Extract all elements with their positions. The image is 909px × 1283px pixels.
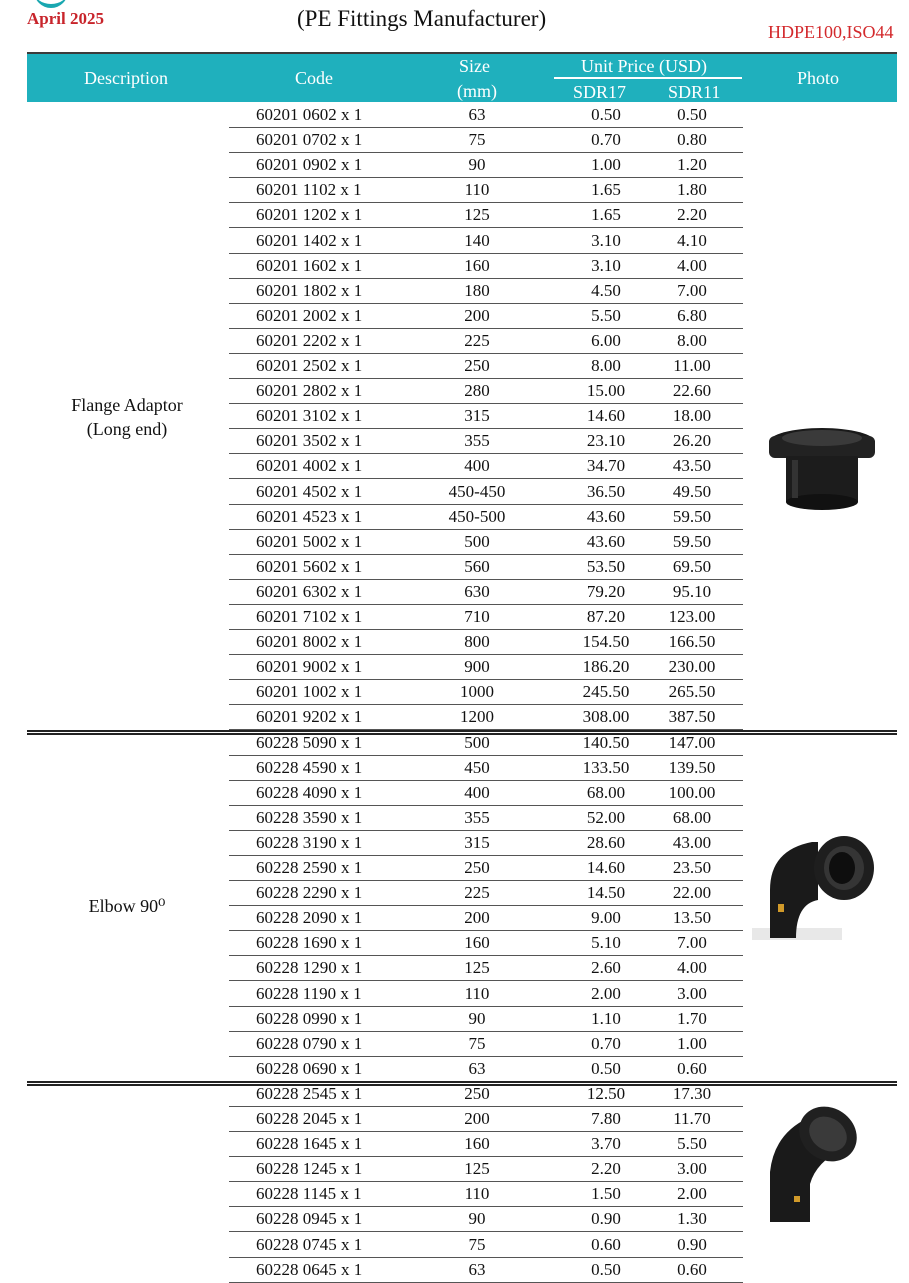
header-sdr11: SDR11	[668, 82, 721, 102]
code-cell: 60228 2590 x 1	[256, 858, 363, 877]
header-price-divider	[554, 77, 742, 79]
sdr17-price-cell: 79.20	[586, 581, 626, 601]
sdr11-price-cell: 11.70	[673, 1109, 711, 1128]
table-row	[229, 480, 743, 505]
table-row	[229, 831, 743, 856]
header-description: Description	[84, 68, 168, 88]
size-cell: 250	[464, 1083, 490, 1103]
sdr11-price-cell: 4.00	[677, 255, 707, 275]
size-cell: 63	[468, 105, 486, 124]
sdr11-price-cell: 1.00	[677, 1033, 707, 1053]
sdr17-price-cell: 0.70	[591, 130, 621, 150]
size-cell: 630	[464, 581, 490, 601]
code-cell: 60201 9202 x 1	[256, 707, 363, 727]
sdr11-price-cell: 147.00	[668, 732, 716, 752]
size-cell: 225	[464, 883, 490, 903]
table-row	[229, 254, 743, 279]
code-cell: 60228 1145 x 1	[256, 1184, 362, 1204]
sdr11-price-cell: 8.00	[677, 330, 707, 350]
sdr11-price-cell: 49.50	[672, 481, 712, 501]
code-cell: 60201 0602 x 1	[256, 105, 363, 124]
size-cell: 200	[464, 1109, 490, 1128]
size-cell: 800	[464, 632, 490, 652]
table-row	[229, 404, 743, 429]
table-row	[229, 781, 743, 806]
sdr17-price-cell: 28.60	[586, 832, 626, 852]
sdr17-price-cell: 9.00	[591, 908, 621, 928]
sdr17-price-cell: 3.10	[591, 255, 621, 275]
sdr11-price-cell: 0.90	[677, 1234, 707, 1254]
sdr11-price-cell: 0.80	[677, 130, 707, 150]
table-row	[229, 1233, 743, 1258]
sdr17-price-cell: 52.00	[586, 807, 626, 827]
sdr17-price-cell: 140.50	[582, 732, 630, 752]
sdr11-price-cell: 43.00	[672, 832, 712, 852]
sdr11-price-cell: 2.00	[677, 1184, 707, 1204]
size-cell: 250	[464, 356, 490, 375]
code-cell: 60228 4590 x 1	[256, 757, 363, 777]
code-cell: 60201 9002 x 1	[256, 657, 363, 677]
sdr17-price-cell: 68.00	[586, 782, 626, 802]
sdr11-price-cell: 7.00	[677, 280, 707, 300]
table-row	[229, 203, 743, 228]
page-subtitle: (PE Fittings Manufacturer)	[297, 6, 547, 31]
table-row	[229, 304, 743, 329]
row-divider	[229, 1282, 743, 1283]
code-cell: 60228 1245 x 1	[256, 1159, 363, 1179]
size-cell: 400	[464, 456, 490, 476]
sdr11-price-cell: 17.30	[672, 1083, 712, 1103]
size-cell: 90	[468, 155, 486, 175]
sdr11-price-cell: 265.50	[668, 682, 716, 702]
sdr17-price-cell: 186.20	[582, 657, 630, 677]
size-cell: 125	[464, 205, 490, 225]
table-row	[229, 1182, 743, 1207]
sdr11-price-cell: 69.50	[672, 556, 712, 576]
table-row	[229, 1207, 743, 1232]
code-cell: 60228 3590 x 1	[256, 807, 363, 827]
code-cell: 60228 2290 x 1	[256, 883, 363, 903]
table-row	[229, 680, 743, 705]
sdr17-price-cell: 1.10	[591, 1008, 621, 1028]
sdr17-price-cell: 0.70	[591, 1033, 621, 1053]
code-cell: 60201 1402 x 1	[256, 230, 363, 250]
size-cell: 1000	[460, 682, 494, 702]
sdr11-price-cell: 7.00	[677, 933, 707, 953]
code-cell: 60201 1102 x 1	[256, 180, 362, 200]
size-cell: 355	[464, 431, 490, 451]
sdr17-price-cell: 0.90	[591, 1209, 621, 1229]
table-row	[229, 454, 743, 479]
size-cell: 160	[464, 1134, 490, 1154]
header-size: Size	[459, 56, 490, 76]
price-list-date: April 2025	[27, 9, 104, 28]
size-cell: 710	[464, 607, 490, 626]
code-cell: 60228 1290 x 1	[256, 958, 363, 978]
table-row	[229, 1032, 743, 1057]
sdr17-price-cell: 154.50	[582, 632, 630, 652]
code-cell: 60201 5602 x 1	[256, 556, 363, 576]
code-cell: 60201 0702 x 1	[256, 130, 363, 150]
sdr17-price-cell: 14.60	[586, 858, 626, 877]
sdr11-price-cell: 22.00	[672, 883, 712, 903]
sdr11-price-cell: 100.00	[668, 782, 716, 802]
sdr17-price-cell: 308.00	[582, 707, 630, 727]
size-cell: 125	[464, 958, 490, 978]
table-row	[229, 982, 743, 1007]
size-cell: 315	[464, 832, 490, 852]
sdr11-price-cell: 0.60	[677, 1058, 707, 1078]
table-row	[229, 128, 743, 153]
size-cell: 315	[464, 406, 490, 426]
size-cell: 900	[464, 657, 490, 677]
size-cell: 140	[464, 230, 490, 250]
sdr11-price-cell: 11.00	[673, 356, 711, 375]
table-row	[229, 806, 743, 831]
table-row	[229, 756, 743, 781]
code-cell: 60201 8002 x 1	[256, 632, 363, 652]
sdr17-price-cell: 36.50	[586, 481, 626, 501]
sdr11-price-cell: 166.50	[668, 632, 716, 652]
table-row	[229, 530, 743, 555]
header-sdr17: SDR17	[573, 82, 627, 102]
sdr17-price-cell: 14.50	[586, 883, 626, 903]
table-row	[229, 1132, 743, 1157]
size-cell: 500	[464, 531, 490, 551]
size-cell: 160	[464, 255, 490, 275]
table-row	[229, 1258, 743, 1283]
code-cell: 60201 5002 x 1	[256, 531, 363, 551]
sdr17-price-cell: 4.50	[591, 280, 621, 300]
code-cell: 60201 4002 x 1	[256, 456, 363, 476]
table-row	[229, 379, 743, 404]
sdr11-price-cell: 13.50	[672, 908, 712, 928]
table-row	[229, 178, 743, 203]
sdr11-price-cell: 4.00	[677, 958, 707, 978]
size-cell: 450	[464, 757, 490, 777]
code-cell: 60228 4090 x 1	[256, 782, 363, 802]
sdr11-price-cell: 26.20	[672, 431, 712, 451]
code-cell: 60201 0902 x 1	[256, 155, 363, 175]
standard-label: HDPE100,ISO44	[768, 22, 894, 42]
sdr17-price-cell: 34.70	[586, 456, 626, 476]
sdr17-price-cell: 8.00	[591, 356, 621, 375]
sdr11-price-cell: 3.00	[677, 1159, 707, 1179]
elbow-90-photo	[752, 830, 878, 940]
size-cell: 160	[464, 933, 490, 953]
code-cell: 60228 0690 x 1	[256, 1058, 363, 1078]
code-cell: 60228 0645 x 1	[256, 1259, 363, 1279]
code-cell: 60228 0990 x 1	[256, 1008, 363, 1028]
table-row	[229, 103, 743, 128]
description-line: Elbow 90⁰	[88, 896, 166, 917]
table-row	[229, 329, 743, 354]
sdr11-price-cell: 43.50	[672, 456, 712, 476]
code-cell: 60201 2502 x 1	[256, 356, 363, 375]
description-line: (Long end)	[86, 418, 168, 439]
size-cell: 200	[464, 908, 490, 928]
sdr11-price-cell: 123.00	[668, 607, 716, 626]
table-row	[229, 655, 743, 680]
code-cell: 60201 2202 x 1	[256, 330, 363, 350]
table-row	[229, 1082, 743, 1107]
sdr17-price-cell: 133.50	[582, 757, 630, 777]
header-code: Code	[295, 68, 333, 88]
sdr11-price-cell: 0.50	[677, 105, 707, 124]
code-cell: 60201 3502 x 1	[256, 431, 363, 451]
table-row	[229, 931, 743, 956]
sdr17-price-cell: 2.60	[591, 958, 621, 978]
sdr17-price-cell: 23.10	[586, 431, 626, 451]
sdr11-price-cell: 68.00	[672, 807, 712, 827]
sdr17-price-cell: 2.20	[591, 1159, 621, 1179]
sdr17-price-cell: 43.60	[586, 531, 626, 551]
header-unit-price: Unit Price (USD)	[581, 56, 707, 76]
table-row	[229, 229, 743, 254]
size-cell: 110	[464, 180, 490, 200]
size-cell: 200	[464, 305, 490, 325]
table-row	[229, 580, 743, 605]
sdr17-price-cell: 6.00	[591, 330, 621, 350]
table-row	[229, 505, 743, 530]
sdr11-price-cell: 23.50	[672, 858, 712, 877]
code-cell: 60201 4502 x 1	[256, 481, 363, 501]
size-cell: 110	[464, 983, 490, 1003]
size-cell: 110	[464, 1184, 490, 1204]
table-row	[229, 429, 743, 454]
code-cell: 60228 5090 x 1	[256, 732, 363, 752]
code-cell: 60228 2090 x 1	[256, 908, 363, 928]
sdr17-price-cell: 15.00	[586, 381, 626, 401]
code-cell: 60228 2545 x 1	[256, 1083, 363, 1103]
sdr11-price-cell: 5.50	[677, 1134, 707, 1154]
code-cell: 60228 0945 x 1	[256, 1209, 363, 1229]
sdr17-price-cell: 1.00	[591, 155, 621, 175]
table-row	[229, 555, 743, 580]
sdr17-price-cell: 5.50	[591, 305, 621, 325]
sdr17-price-cell: 0.50	[591, 1259, 621, 1279]
table-header	[27, 52, 897, 102]
sdr17-price-cell: 53.50	[586, 556, 626, 576]
sdr11-price-cell: 1.70	[677, 1008, 707, 1028]
sdr11-price-cell: 1.30	[677, 1209, 707, 1229]
section-description	[27, 393, 227, 441]
code-cell: 60228 1690 x 1	[256, 933, 363, 953]
sdr17-price-cell: 245.50	[582, 682, 630, 702]
sdr17-price-cell: 0.50	[591, 105, 621, 124]
sdr11-price-cell: 6.80	[677, 305, 707, 325]
size-cell: 63	[468, 1259, 486, 1279]
size-cell: 125	[464, 1159, 490, 1179]
sdr17-price-cell: 7.80	[591, 1109, 621, 1128]
size-cell: 450-450	[448, 481, 506, 501]
table-row	[229, 1157, 743, 1182]
sdr11-price-cell: 2.20	[677, 205, 707, 225]
size-cell: 75	[468, 1234, 486, 1254]
code-cell: 60201 1202 x 1	[256, 205, 363, 225]
table-row	[229, 1107, 743, 1132]
sdr17-price-cell: 1.50	[591, 1184, 621, 1204]
table-row	[229, 705, 743, 730]
size-cell: 90	[468, 1209, 486, 1229]
sdr17-price-cell: 87.20	[586, 607, 626, 626]
size-cell: 225	[464, 330, 490, 350]
flange-adaptor-photo	[768, 422, 878, 514]
header-photo: Photo	[797, 68, 840, 88]
table-row	[229, 906, 743, 931]
table-row	[229, 956, 743, 981]
sdr17-price-cell: 1.65	[591, 205, 621, 225]
code-cell: 60201 1602 x 1	[256, 255, 363, 275]
sdr17-price-cell: 12.50	[586, 1083, 626, 1103]
table-row	[229, 605, 743, 630]
header-size-unit: (mm)	[457, 81, 497, 101]
size-cell: 250	[464, 858, 490, 877]
table-row	[229, 153, 743, 178]
table-row	[229, 881, 743, 906]
company-logo-icon	[34, 0, 68, 8]
sdr11-price-cell: 95.10	[672, 581, 712, 601]
code-cell: 60228 1645 x 1	[256, 1134, 363, 1154]
size-cell: 400	[464, 782, 490, 802]
table-row	[229, 856, 743, 881]
code-cell: 60228 2045 x 1	[256, 1109, 363, 1128]
size-cell: 500	[464, 732, 490, 752]
sdr11-price-cell: 0.60	[677, 1259, 707, 1279]
sdr11-price-cell: 387.50	[668, 707, 716, 727]
sdr17-price-cell: 2.00	[591, 983, 621, 1003]
size-cell: 450-500	[448, 506, 506, 526]
sdr17-price-cell: 3.70	[591, 1134, 621, 1154]
sdr17-price-cell: 3.10	[591, 230, 621, 250]
code-cell: 60228 1190 x 1	[256, 983, 362, 1003]
code-cell: 60228 3190 x 1	[256, 832, 363, 852]
size-cell: 180	[464, 280, 490, 300]
sdr17-price-cell: 0.50	[591, 1058, 621, 1078]
sdr17-price-cell: 5.10	[591, 933, 621, 953]
sdr11-price-cell: 1.80	[677, 180, 707, 200]
sdr11-price-cell: 230.00	[668, 657, 716, 677]
table-row	[229, 630, 743, 655]
sdr11-price-cell: 139.50	[668, 757, 716, 777]
size-cell: 75	[468, 1033, 486, 1053]
sdr17-price-cell: 1.65	[591, 180, 621, 200]
code-cell: 60201 4523 x 1	[256, 506, 363, 526]
code-cell: 60228 0745 x 1	[256, 1234, 363, 1254]
code-cell: 60201 2002 x 1	[256, 305, 363, 325]
size-cell: 63	[468, 1058, 486, 1078]
code-cell: 60201 2802 x 1	[256, 381, 363, 401]
elbow-45-photo	[764, 1104, 864, 1224]
description-line: Flange Adaptor	[71, 394, 183, 415]
code-cell: 60201 7102 x 1	[256, 607, 363, 626]
table-row	[229, 731, 743, 756]
size-cell: 75	[468, 130, 486, 150]
table-row	[229, 1057, 743, 1082]
sdr17-price-cell: 43.60	[586, 506, 626, 526]
sdr11-price-cell: 59.50	[672, 506, 712, 526]
size-cell: 280	[464, 381, 490, 401]
sdr11-price-cell: 3.00	[677, 983, 707, 1003]
sdr11-price-cell: 4.10	[677, 230, 707, 250]
sdr17-price-cell: 14.60	[586, 406, 626, 426]
code-cell: 60228 0790 x 1	[256, 1033, 363, 1053]
size-cell: 90	[468, 1008, 486, 1028]
sdr11-price-cell: 22.60	[672, 381, 712, 401]
code-cell: 60201 3102 x 1	[256, 406, 363, 426]
sdr11-price-cell: 1.20	[677, 155, 707, 175]
sdr11-price-cell: 18.00	[672, 406, 712, 426]
size-cell: 560	[464, 556, 490, 576]
code-cell: 60201 6302 x 1	[256, 581, 363, 601]
section-description	[27, 894, 227, 918]
code-cell: 60201 1802 x 1	[256, 280, 363, 300]
sdr11-price-cell: 59.50	[672, 531, 712, 551]
sdr17-price-cell: 0.60	[591, 1234, 621, 1254]
table-row	[229, 1007, 743, 1032]
table-row	[229, 279, 743, 304]
size-cell: 1200	[460, 707, 494, 727]
code-cell: 60201 1002 x 1	[256, 682, 363, 702]
table-row	[229, 354, 743, 379]
size-cell: 355	[464, 807, 490, 827]
